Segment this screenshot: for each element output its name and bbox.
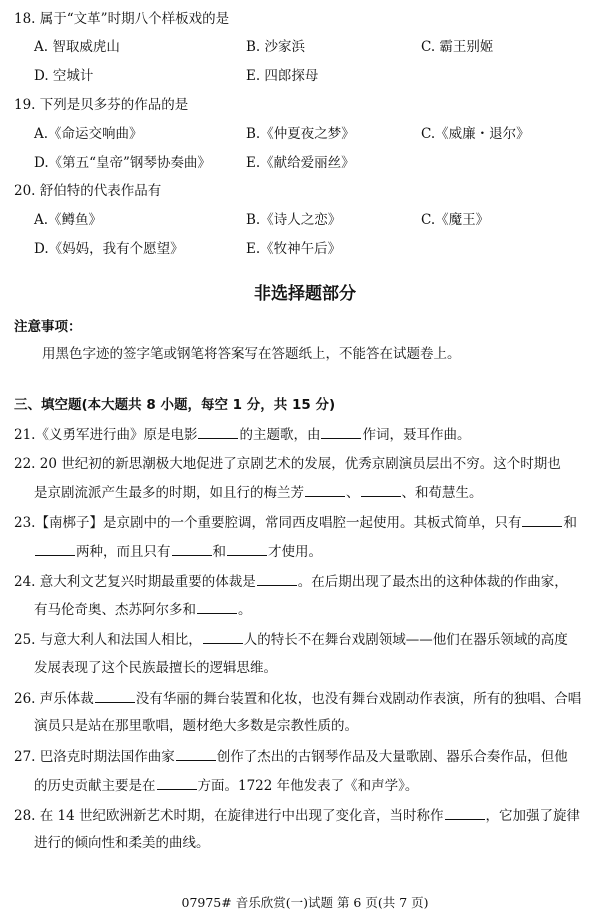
page-footer: 07975# 音乐欣赏(一)试题 第 6 页(共 7 页) xyxy=(181,895,429,910)
q20-option-b: B.《诗人之恋》 xyxy=(246,212,342,228)
q23-line2: 两种，而且只有 和 才使用。 xyxy=(34,542,322,561)
q20-option-e: E.《牧神午后》 xyxy=(246,241,342,257)
q21: 21.《义勇军进行曲》原是电影 的主题歌，由 作词，聂耳作曲。 xyxy=(14,427,471,443)
answer-blank xyxy=(227,542,267,556)
answer-blank xyxy=(176,747,216,761)
answer-blank xyxy=(203,630,243,644)
section-title: 非选择题部分 xyxy=(254,284,356,304)
q18-option-b: B. 沙家浜 xyxy=(246,39,306,55)
answer-blank xyxy=(172,542,212,556)
q19-option-d: D.《第五“皇帝”钢琴协奏曲》 xyxy=(34,155,211,171)
answer-blank xyxy=(95,689,135,703)
answer-blank xyxy=(257,572,297,586)
q19-option-c: C.《威廉・退尔》 xyxy=(421,126,530,142)
q27-line1: 27. 巴洛克时期法国作曲家 创作了杰出的古钢琴作品及大量歌剧、器乐合奏作品，但他 xyxy=(14,749,568,765)
q19-stem: 19. 下列是贝多芬的作品的是 xyxy=(14,97,189,113)
q22-line2: 是京剧流派产生最多的时期，如且行的梅兰芳 、 、和荀慧生。 xyxy=(34,485,483,501)
answer-blank xyxy=(361,483,401,497)
answer-blank xyxy=(198,425,238,439)
q23-line1: 23.【南梆子】是京剧中的一个重要腔调，常同西皮唱腔一起使用。其板式简单，只有 和 xyxy=(14,515,577,531)
notice-text: 用黑色字迹的签字笔或钢笔将答案写在答题纸上，不能答在试题卷上。 xyxy=(42,346,461,362)
q27-line2: 的历史贡献主要是在 方面。1722 年他发表了《和声学》。 xyxy=(34,778,419,794)
answer-blank xyxy=(522,513,562,527)
q20-option-d: D.《妈妈，我有个愿望》 xyxy=(34,241,184,257)
q25-line1: 25. 与意大利人和法国人相比， 人的特长不在舞台戏剧领域——他们在器乐领域的高度 xyxy=(14,632,568,648)
answer-blank xyxy=(197,600,237,614)
q26-line1: 26. 声乐体裁 没有华丽的舞台装置和化妆，也没有舞台戏剧动作表演，所有的独唱、合唱 xyxy=(14,691,582,707)
q19-option-b: B.《仲夏夜之梦》 xyxy=(246,126,355,142)
answer-blank xyxy=(35,542,75,556)
q18-option-d: D. 空城计 xyxy=(34,68,94,84)
q20-stem: 20. 舒伯特的代表作品有 xyxy=(14,183,162,199)
q18-stem: 18. 属于“文革”时期八个样板戏的是 xyxy=(14,11,230,27)
q26-line2: 演员只是站在那里歌唱，题材绝大多数是宗教性质的。 xyxy=(34,718,358,734)
q25-line2: 发展表现了这个民族最擅长的逻辑思维。 xyxy=(34,660,277,676)
q28-line2: 进行的倾向性和柔美的曲线。 xyxy=(34,835,210,851)
answer-blank xyxy=(305,483,345,497)
q22-line1: 22. 20 世纪初的新思潮极大地促进了京剧艺术的发展，优秀京剧演员层出不穷。这个时期也 xyxy=(14,456,561,472)
q20-option-a: A.《鳟鱼》 xyxy=(34,212,103,228)
part3-heading: 三、填空题(本大题共 8 小题，每空 1 分，共 15 分) xyxy=(14,397,336,413)
q20-option-c: C.《魔王》 xyxy=(421,212,490,228)
q19-option-e: E.《献给爱丽丝》 xyxy=(246,155,355,171)
q24-line1: 24. 意大利文艺复兴时期最重要的体裁是 。在后期出现了最杰出的这种体裁的作曲家， xyxy=(14,574,568,590)
answer-blank xyxy=(445,806,485,820)
answer-blank xyxy=(157,776,197,790)
q18-option-e: E. 四郎探母 xyxy=(246,68,319,84)
q19-option-a: A.《命运交响曲》 xyxy=(34,126,143,142)
q18-option-c: C. 霸王别姬 xyxy=(421,39,494,55)
q24-line2: 有马伦奇奥、杰苏阿尔多和 。 xyxy=(34,602,252,618)
q18-option-a: A. 智取威虎山 xyxy=(34,39,120,55)
answer-blank xyxy=(321,425,361,439)
notice-heading: 注意事项： xyxy=(14,319,82,335)
q28-line1: 28. 在 14 世纪欧洲新艺术时期，在旋律进行中出现了变化音，当时称作 ，它加强了旋律 xyxy=(14,808,581,824)
